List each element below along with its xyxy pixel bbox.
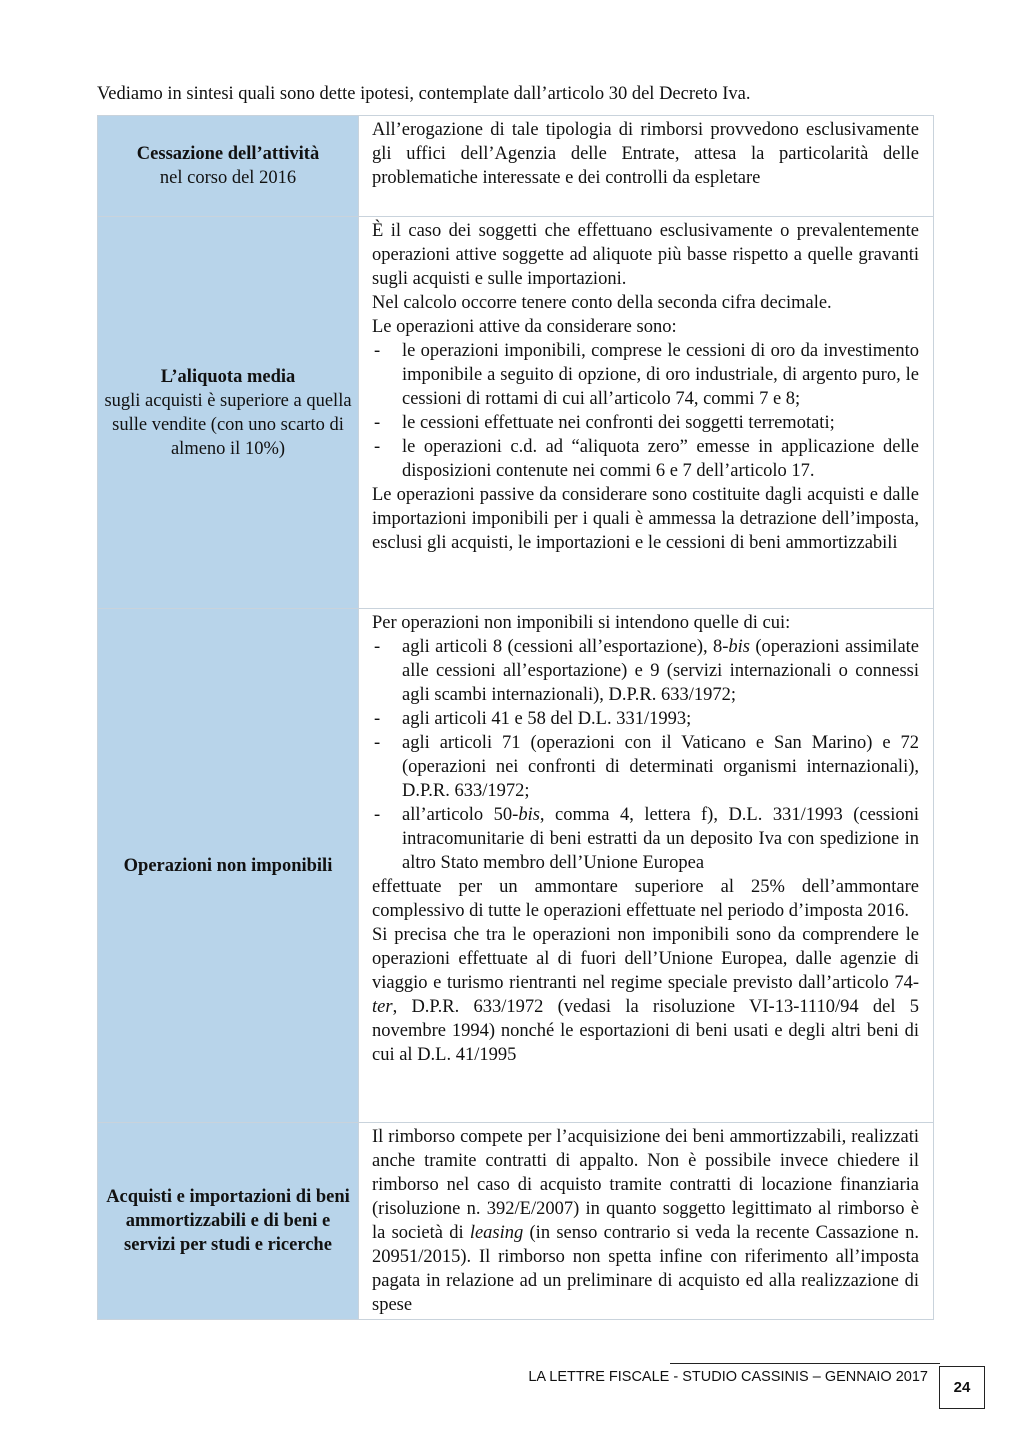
list-item-text bbox=[402, 805, 919, 873]
footer-title: LA LETTRE FISCALE - STUDIO CASSINIS – GENNAIO 2017 bbox=[528, 1369, 928, 1385]
list-item bbox=[372, 339, 919, 411]
text-run: , comma 4, lettera f), D.L. 331/1993 (cessioni intracomunitarie di beni estratti da un deposito Iva con spedizione in altro Stato membro dell’Unione Europea bbox=[402, 805, 919, 873]
bullet-dash: - bbox=[374, 341, 381, 361]
list-item-text: le cessioni effettuate nei confronti dei soggetti terremotati; bbox=[402, 413, 835, 433]
row-content-cell bbox=[359, 1123, 934, 1320]
paragraph: Le operazioni attive da considerare sono: bbox=[372, 317, 677, 337]
footer-divider bbox=[670, 1363, 940, 1364]
row-content-cell bbox=[359, 217, 934, 609]
text-run: (operazioni assimilate alle cessioni all’esportazione) e 9 (servizi internazionali o connessi agli scambi internazionali), D.P.R. 633/1972; bbox=[402, 637, 920, 705]
intro-text: Vediamo in sintesi quali sono dette ipotesi, contemplate dall’articolo 30 del Decreto Iva. bbox=[97, 84, 751, 104]
list-item bbox=[372, 411, 919, 435]
text-run: , D.P.R. 633/1972 (vedasi la risoluzione VI-13-1110/94 del 5 novembre 1994) nonché le esportazioni di beni usati e degli altri beni di cui al D.L. 41/1995 bbox=[372, 997, 919, 1065]
row-subtitle: nel corso del 2016 bbox=[159, 168, 297, 188]
text-run: agli articoli 8 (cessioni all’esportazione), 8- bbox=[402, 637, 729, 657]
refund-cases-table bbox=[97, 115, 934, 1320]
row-label-cell bbox=[98, 1123, 359, 1320]
list-item bbox=[372, 707, 919, 731]
paragraph: effettuate per un ammontare superiore al 25% dell’ammontare complessivo di tutte le operazioni effettuate nel periodo d’imposta 2016. bbox=[372, 877, 919, 921]
text-run: all’articolo 50- bbox=[402, 805, 519, 825]
bullet-dash: - bbox=[374, 709, 381, 729]
text-run: Il rimborso compete per l’acquisizione dei beni ammortizzabili, realizzati anche tramite contratti di appalto. Non è possibile invece chiedere il rimborso nel caso di acquisto tramite contratti di locazione finanziaria (risoluzione n. 392/E/2007) in quanto soggetto legittimato al rimborso è la società di bbox=[372, 1127, 919, 1243]
table-row bbox=[98, 609, 934, 1123]
list-item-text: agli articoli 41 e 58 del D.L. 331/1993; bbox=[402, 709, 692, 729]
list-item bbox=[372, 731, 919, 803]
paragraph: Le operazioni passive da considerare sono costituite dagli acquisti e dalle importazioni imponibili per i quali è ammessa la detrazione dell’imposta, esclusi gli acquisti, le importazioni e le cessioni di beni ammortizzabili bbox=[372, 485, 919, 553]
paragraph bbox=[372, 923, 919, 1067]
paragraph bbox=[372, 1125, 919, 1317]
text-run: Si precisa che tra le operazioni non imponibili sono da comprendere le operazioni effettuate al di fuori dell’Unione Europea, dalle agenzie di viaggio e turismo rientranti nel regime speciale previsto dall’articolo 74- bbox=[372, 925, 919, 993]
italic-text: leasing bbox=[469, 1223, 524, 1243]
page-number: 24 bbox=[939, 1366, 985, 1409]
table-row bbox=[98, 217, 934, 609]
list-item bbox=[372, 435, 919, 483]
paragraph: È il caso dei soggetti che effettuano esclusivamente o prevalentemente operazioni attive soggette ad aliquote più basse rispetto a quelle gravanti sugli acquisti e sulle importazioni. bbox=[372, 221, 919, 289]
table-row bbox=[98, 1123, 934, 1320]
row-title: L’aliquota media bbox=[160, 366, 296, 387]
row-title: Operazioni non imponibili bbox=[123, 855, 333, 876]
paragraph: Nel calcolo occorre tenere conto della seconda cifra decimale. bbox=[372, 293, 832, 313]
row-content-cell bbox=[359, 116, 934, 217]
row-label-cell bbox=[98, 217, 359, 609]
list-item-text bbox=[402, 637, 919, 705]
row-subtitle: sugli acquisti è superiore a quella sulle vendite (con uno scarto di almeno il 10%) bbox=[104, 390, 352, 459]
list-item-text: le operazioni c.d. ad “aliquota zero” emesse in applicazione delle disposizioni contenute nei commi 6 e 7 dell’articolo 17. bbox=[402, 437, 919, 481]
italic-text: bis bbox=[518, 805, 540, 825]
text-run: (in senso contrario si veda la recente Cassazione n. 20951/2015). Il rimborso non spetta infine con riferimento all’imposta pagata in relazione ad un preliminare di acquisto ed alla realizzazione di spese bbox=[372, 1223, 919, 1315]
list-item bbox=[372, 635, 919, 707]
bullet-dash: - bbox=[374, 805, 381, 825]
row-label-cell bbox=[98, 116, 359, 217]
row-content-cell bbox=[359, 609, 934, 1123]
list-item-text: le operazioni imponibili, comprese le cessioni di oro da investimento imponibile a seguito di opzione, di oro industriale, di argento puro, le cessioni di rottami di cui all’articolo 74, commi 7 e 8; bbox=[402, 341, 919, 409]
row-title: Acquisti e importazioni di beni ammortizzabili e di beni e servizi per studi e ricerche bbox=[106, 1187, 350, 1255]
italic-text: bis bbox=[728, 637, 751, 657]
italic-text: ter bbox=[372, 997, 393, 1017]
paragraph: Per operazioni non imponibili si intendono quelle di cui: bbox=[372, 613, 791, 633]
list-item-text: agli articoli 71 (operazioni con il Vaticano e San Marino) e 72 (operazioni nei confronti di determinati organismi internazionali), D.P.R. 633/1972; bbox=[402, 733, 919, 801]
list-item bbox=[372, 803, 919, 875]
bullet-dash: - bbox=[374, 413, 381, 433]
row-title: Cessazione dell’attività bbox=[136, 144, 320, 164]
bullet-dash: - bbox=[374, 437, 381, 457]
paragraph: All’erogazione di tale tipologia di rimborsi provvedono esclusivamente gli uffici dell’Agenzia delle Entrate, attesa la particolarità delle problematiche interessate e dei controlli da espletare bbox=[372, 120, 919, 188]
bullet-dash: - bbox=[374, 733, 381, 753]
table-row bbox=[98, 116, 934, 217]
bullet-dash: - bbox=[374, 637, 381, 657]
row-label-cell bbox=[98, 609, 359, 1123]
